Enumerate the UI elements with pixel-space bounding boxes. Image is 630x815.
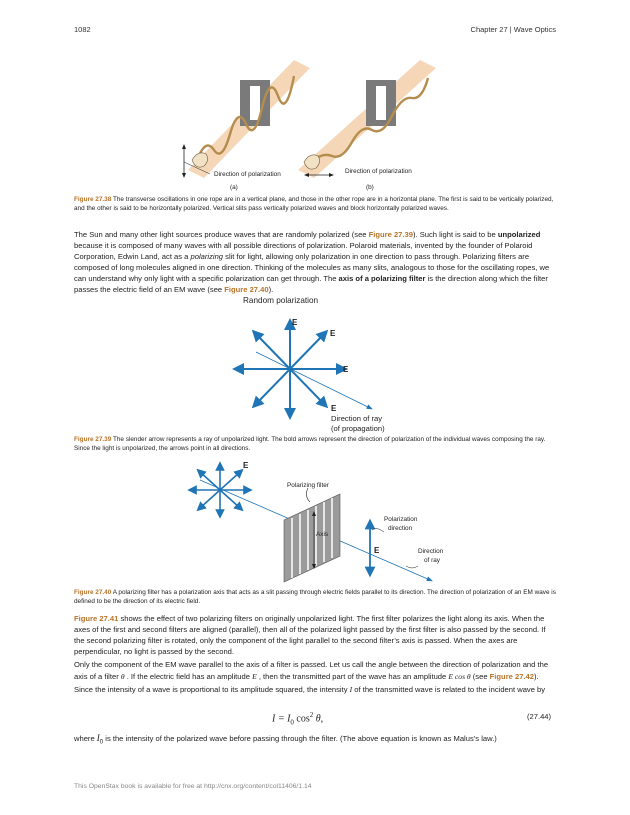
term-axis-of-polarizing-filter: axis of a polarizing filter (338, 274, 426, 283)
text-run: ). Since the intensity of a wave is proportional to its amplitude squared, the intensity (74, 672, 539, 694)
figure-27-39-caption (74, 436, 560, 453)
math-i: I (349, 684, 353, 694)
fig39-e-label-right: E (343, 365, 349, 374)
equation-number: (27.44) (527, 712, 552, 721)
text-run: is the intensity of the polarized wave before passing through the filter. (The above equation is known as Malus’s law.) (103, 734, 497, 743)
text-run: (see (470, 672, 490, 682)
fig39-e-label-upper-right: E (330, 329, 336, 338)
page-footer: This OpenStax book is available for free at http://cnx.org/content/col11406/1.14 (74, 783, 312, 790)
fig40-filter-label: Polarizing filter (287, 482, 329, 489)
text-run: The Sun and many other light sources produce waves that are randomly polarized (see (74, 230, 369, 239)
fig39-ray-label-2: (of propagation) (331, 424, 385, 433)
chapter-title: Chapter 27 | Wave Optics (470, 25, 556, 34)
text-run: is the direction along which the filter passes the electric field of an EM wave (see (74, 274, 548, 294)
fig40-pol-dir-2: direction (388, 525, 413, 532)
caption-label: Figure 27.40 (74, 589, 112, 596)
caption-text: A polarizing filter has a polarization axis that acts as a slit passing through electric fields parallel to its direction. The direction of polarization of an EM wave is defined to be the direction of its electric field. (74, 589, 556, 605)
paragraph-two-filters (74, 613, 558, 657)
text-run: because it is composed of many waves with all possible directions of polarization. Polaroid materials, invented by the founder of Polaroid Corporation, Edwin Land, act as a (74, 241, 533, 261)
italic-polarizing: polarizing (190, 252, 224, 261)
fig38-label-a-direction: Direction of polarization (214, 171, 281, 178)
text-run: slit for light, allowing only polarization in one direction to pass through. Polarizing filters are composed of long molecules aligned in one direction. Thinking of the molecules as many slits, analogous to those for the oscillating ropes, we can understand why only light with a specific polarization can get through. The (74, 252, 550, 283)
figure-27-40-illustration (180, 462, 460, 587)
fig38-panel-a: (a) (230, 184, 238, 191)
text-run: . If the electric field has an amplitude (124, 672, 253, 682)
paragraph-malus-law (74, 733, 558, 749)
text-run: shows the effect of two polarizing filters on originally unpolarized light. The first filter polarizes the light along its axis. When the axes of the first and second filters are aligned (parallel), then all of the polarized light passed by the first filter is also passed by the second. If the second polarizing filter is rotated, only the component of the light parallel to the second filter’s axis is passed. When the axes are perpendicular, no light is passed by the second. (74, 614, 546, 656)
fig39-e-label-top: E (292, 318, 298, 327)
caption-label: Figure 27.39 (74, 436, 112, 443)
fig38-label-b-direction: Direction of polarization (345, 168, 412, 175)
math-i0: I (96, 733, 100, 743)
fig40-e-label-right: E (374, 546, 380, 555)
link-figure-27-41[interactable]: Figure 27.41 (74, 614, 119, 623)
term-unpolarized: unpolarized (497, 230, 541, 239)
fig40-e-label-left: E (243, 461, 249, 470)
text-run: ). (268, 285, 274, 294)
text-run: Only the component of the EM wave parallel to the axis of a filter is passed. Let us call the angle between the direction of polarization and the axis of a filter (74, 660, 549, 682)
paragraph-unpolarized (74, 229, 558, 295)
link-figure-27-40[interactable]: Figure 27.40 (224, 285, 269, 294)
fig38-panel-b: (b) (366, 184, 374, 191)
page-number: 1082 (74, 25, 91, 34)
text-run: where (74, 734, 97, 743)
math-e: E (252, 672, 257, 682)
fig40-ray-label-2: of ray (424, 557, 440, 564)
eq-rest: θ, (313, 713, 324, 725)
link-figure-27-39[interactable]: Figure 27.39 (368, 230, 413, 239)
text-run: ). Such light is said to be (412, 230, 498, 239)
text-run: , then the transmitted part of the wave has an amplitude (256, 672, 449, 682)
eq-lhs: I = I (272, 713, 291, 725)
figure-27-40-caption (74, 589, 560, 606)
caption-label: Figure 27.38 (74, 196, 112, 203)
math-e-cos-theta: E cos θ (448, 672, 471, 682)
eq-sup2: 2 (309, 711, 314, 719)
figure-27-38-caption (74, 196, 560, 213)
paragraph-component (74, 659, 558, 696)
eq-sub0: 0 (290, 718, 294, 727)
fig40-pol-dir-1: Polarization (384, 516, 418, 523)
text-run: of the transmitted wave is related to the incident wave by (352, 684, 546, 694)
caption-text: The slender arrow represents a ray of unpolarized light. The bold arrows represent the direction of polarization of the individual waves composing the ray. Since the light is unpolarized, the arrows point in all directions. (74, 436, 546, 452)
fig39-title: Random polarization (243, 296, 319, 305)
link-figure-27-42[interactable]: Figure 27.42 (489, 672, 534, 682)
fig39-ray-label-1: Direction of ray (331, 414, 383, 423)
math-sub0: 0 (99, 739, 104, 746)
caption-text: The transverse oscillations in one rope are in a vertical plane, and those in the other rope are in a horizontal plane. The first is said to be vertically polarized, and the other is said to be horizontally polarized. Vertical slits pass vertically polarized waves and block horizontally polarized waves. (74, 196, 554, 212)
fig40-ray-label-1: Direction (418, 548, 444, 555)
fig39-e-label-bottom: E (331, 404, 337, 413)
math-theta: θ (120, 672, 125, 682)
fig40-axis-label: Axis (316, 531, 329, 538)
equation-malus (272, 711, 323, 726)
eq-cos: cos (293, 713, 310, 725)
